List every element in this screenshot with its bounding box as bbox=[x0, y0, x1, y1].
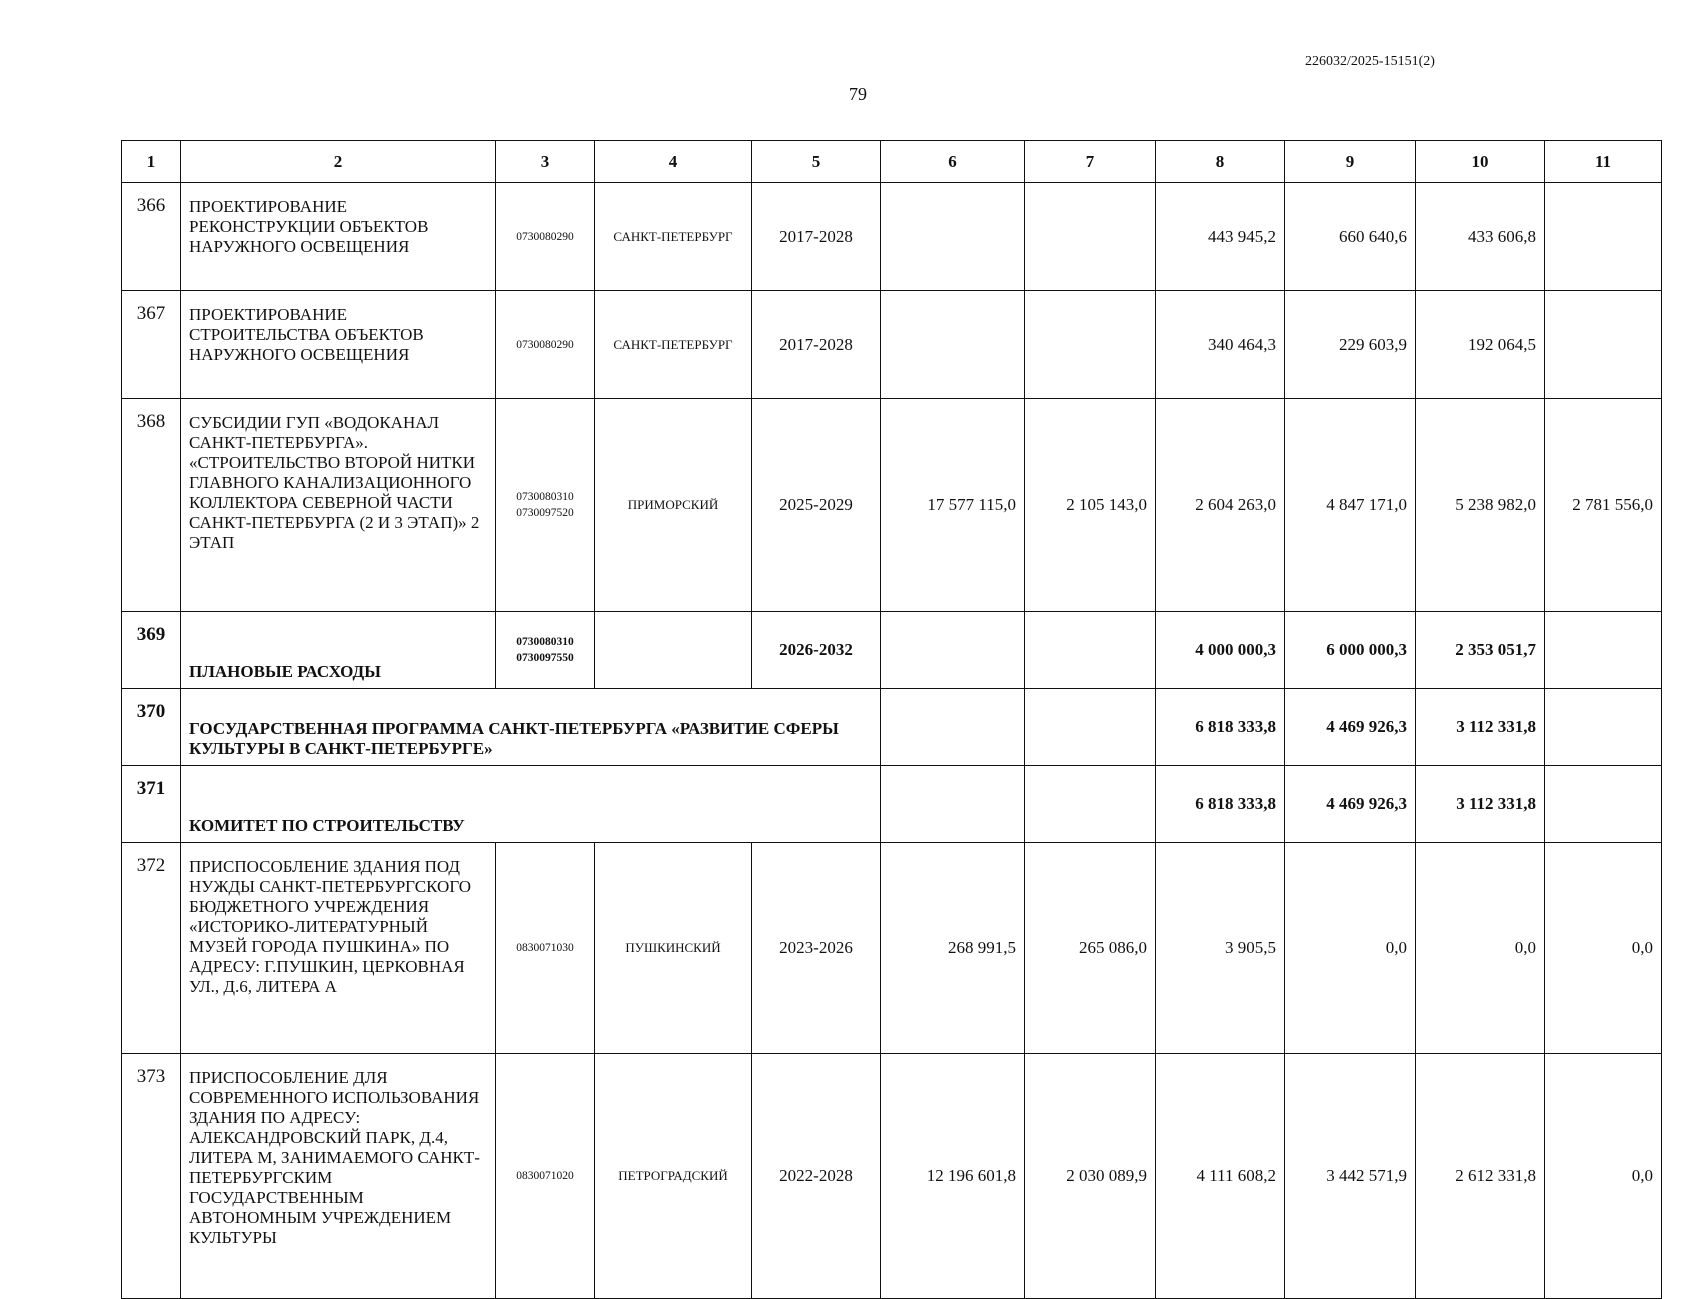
column-header: 3 bbox=[496, 141, 595, 183]
value-col-9: 229 603,9 bbox=[1285, 291, 1416, 399]
table-row bbox=[122, 1054, 1662, 1299]
value-col-11 bbox=[1545, 291, 1662, 399]
row-number: 367 bbox=[122, 291, 181, 399]
column-header: 1 bbox=[122, 141, 181, 183]
column-header: 2 bbox=[181, 141, 496, 183]
value-col-10: 3 112 331,8 bbox=[1416, 766, 1545, 843]
table-row-program bbox=[122, 689, 1662, 766]
value-col-8: 2 604 263,0 bbox=[1156, 399, 1285, 612]
budget-code: 0730080310 0730097520 bbox=[496, 399, 595, 612]
object-name: ПРОЕКТИРОВАНИЕ РЕКОНСТРУКЦИИ ОБЪЕКТОВ НАРУЖНОГО ОСВЕЩЕНИЯ bbox=[181, 183, 496, 291]
column-header: 5 bbox=[752, 141, 881, 183]
value-col-9: 660 640,6 bbox=[1285, 183, 1416, 291]
district: ПУШКИНСКИЙ bbox=[595, 843, 752, 1054]
row-number: 370 bbox=[122, 689, 181, 766]
value-col-8: 4 111 608,2 bbox=[1156, 1054, 1285, 1299]
column-header: 8 bbox=[1156, 141, 1285, 183]
row-number: 371 bbox=[122, 766, 181, 843]
value-col-6: 268 991,5 bbox=[881, 843, 1025, 1054]
value-col-7 bbox=[1025, 612, 1156, 689]
row-number: 368 bbox=[122, 399, 181, 612]
table-row bbox=[122, 399, 1662, 612]
value-col-9: 3 442 571,9 bbox=[1285, 1054, 1416, 1299]
object-name: ПЛАНОВЫЕ РАСХОДЫ bbox=[181, 612, 496, 689]
value-col-6: 17 577 115,0 bbox=[881, 399, 1025, 612]
value-col-7 bbox=[1025, 291, 1156, 399]
column-header: 7 bbox=[1025, 141, 1156, 183]
period: 2023-2026 bbox=[752, 843, 881, 1054]
value-col-9: 4 469 926,3 bbox=[1285, 689, 1416, 766]
district: ПРИМОРСКИЙ bbox=[595, 399, 752, 612]
row-number: 372 bbox=[122, 843, 181, 1054]
value-col-9: 6 000 000,3 bbox=[1285, 612, 1416, 689]
value-col-7 bbox=[1025, 183, 1156, 291]
value-col-6 bbox=[881, 689, 1025, 766]
table-row bbox=[122, 612, 1662, 689]
value-col-10: 3 112 331,8 bbox=[1416, 689, 1545, 766]
value-col-7: 265 086,0 bbox=[1025, 843, 1156, 1054]
value-col-10: 2 353 051,7 bbox=[1416, 612, 1545, 689]
object-name: ПРИСПОСОБЛЕНИЕ ДЛЯ СОВРЕМЕННОГО ИСПОЛЬЗОВАНИЯ ЗДАНИЯ ПО АДРЕСУ: АЛЕКСАНДРОВСКИЙ ПАРК, Д.4, ЛИТЕРА М, ЗАНИМАЕМОГО САНКТ-ПЕТЕРБУРГСКИМ ГОСУДАРСТВЕННЫМ АВТОНОМНЫМ УЧРЕЖДЕНИЕМ КУЛЬТУРЫ bbox=[181, 1054, 496, 1299]
period: 2026-2032 bbox=[752, 612, 881, 689]
value-col-6 bbox=[881, 766, 1025, 843]
value-col-10: 5 238 982,0 bbox=[1416, 399, 1545, 612]
program-name: ГОСУДАРСТВЕННАЯ ПРОГРАММА САНКТ-ПЕТЕРБУРГА «РАЗВИТИЕ СФЕРЫ КУЛЬТУРЫ В САНКТ-ПЕТЕРБУРГЕ» bbox=[181, 689, 881, 766]
value-col-11: 2 781 556,0 bbox=[1545, 399, 1662, 612]
object-name: ПРОЕКТИРОВАНИЕ СТРОИТЕЛЬСТВА ОБЪЕКТОВ НАРУЖНОГО ОСВЕЩЕНИЯ bbox=[181, 291, 496, 399]
value-col-10: 433 606,8 bbox=[1416, 183, 1545, 291]
value-col-6: 12 196 601,8 bbox=[881, 1054, 1025, 1299]
object-name: СУБСИДИИ ГУП «ВОДОКАНАЛ САНКТ-ПЕТЕРБУРГА». «СТРОИТЕЛЬСТВО ВТОРОЙ НИТКИ ГЛАВНОГО КАНАЛИЗАЦИОННОГО КОЛЛЕКТОРА СЕВЕРНОЙ ЧАСТИ САНКТ-ПЕТЕРБУРГА (2 И 3 ЭТАП)» 2 ЭТАП bbox=[181, 399, 496, 612]
column-header: 9 bbox=[1285, 141, 1416, 183]
value-col-8: 443 945,2 bbox=[1156, 183, 1285, 291]
table-row bbox=[122, 183, 1662, 291]
budget-code: 0830071020 bbox=[496, 1054, 595, 1299]
period: 2022-2028 bbox=[752, 1054, 881, 1299]
district bbox=[595, 612, 752, 689]
object-name: ПРИСПОСОБЛЕНИЕ ЗДАНИЯ ПОД НУЖДЫ САНКТ-ПЕТЕРБУРГСКОГО БЮДЖЕТНОГО УЧРЕЖДЕНИЯ «ИСТОРИКО-ЛИТЕРАТУРНЫЙ МУЗЕЙ ГОРОДА ПУШКИНА» ПО АДРЕСУ: Г.ПУШКИН, ЦЕРКОВНАЯ УЛ., Д.6, ЛИТЕРА А bbox=[181, 843, 496, 1054]
value-col-11 bbox=[1545, 689, 1662, 766]
row-number: 373 bbox=[122, 1054, 181, 1299]
value-col-11 bbox=[1545, 766, 1662, 843]
value-col-7: 2 030 089,9 bbox=[1025, 1054, 1156, 1299]
district: САНКТ-ПЕТЕРБУРГ bbox=[595, 291, 752, 399]
period: 2025-2029 bbox=[752, 399, 881, 612]
value-col-6 bbox=[881, 612, 1025, 689]
value-col-8: 6 818 333,8 bbox=[1156, 766, 1285, 843]
page-number: 79 bbox=[849, 84, 867, 104]
column-header: 11 bbox=[1545, 141, 1662, 183]
value-col-11 bbox=[1545, 612, 1662, 689]
table-row-committee bbox=[122, 766, 1662, 843]
column-header-row bbox=[122, 141, 1662, 183]
value-col-7 bbox=[1025, 689, 1156, 766]
value-col-6 bbox=[881, 291, 1025, 399]
budget-code: 0730080310 0730097550 bbox=[496, 612, 595, 689]
value-col-8: 6 818 333,8 bbox=[1156, 689, 1285, 766]
value-col-10: 192 064,5 bbox=[1416, 291, 1545, 399]
value-col-10: 2 612 331,8 bbox=[1416, 1054, 1545, 1299]
value-col-6 bbox=[881, 183, 1025, 291]
district: САНКТ-ПЕТЕРБУРГ bbox=[595, 183, 752, 291]
value-col-11: 0,0 bbox=[1545, 1054, 1662, 1299]
value-col-11: 0,0 bbox=[1545, 843, 1662, 1054]
value-col-8: 4 000 000,3 bbox=[1156, 612, 1285, 689]
period: 2017-2028 bbox=[752, 291, 881, 399]
row-number: 369 bbox=[122, 612, 181, 689]
committee-name: КОМИТЕТ ПО СТРОИТЕЛЬСТВУ bbox=[181, 766, 881, 843]
table-row bbox=[122, 843, 1662, 1054]
budget-code: 0730080290 bbox=[496, 183, 595, 291]
value-col-7 bbox=[1025, 766, 1156, 843]
value-col-8: 340 464,3 bbox=[1156, 291, 1285, 399]
value-col-10: 0,0 bbox=[1416, 843, 1545, 1054]
district: ПЕТРОГРАДСКИЙ bbox=[595, 1054, 752, 1299]
period: 2017-2028 bbox=[752, 183, 881, 291]
budget-code: 0730080290 bbox=[496, 291, 595, 399]
budget-code: 0830071030 bbox=[496, 843, 595, 1054]
column-header: 10 bbox=[1416, 141, 1545, 183]
value-col-11 bbox=[1545, 183, 1662, 291]
value-col-7: 2 105 143,0 bbox=[1025, 399, 1156, 612]
budget-table bbox=[121, 140, 1662, 1299]
document-number: 226032/2025-15151(2) bbox=[1305, 54, 1435, 69]
row-number: 366 bbox=[122, 183, 181, 291]
value-col-9: 4 469 926,3 bbox=[1285, 766, 1416, 843]
value-col-8: 3 905,5 bbox=[1156, 843, 1285, 1054]
table-row bbox=[122, 291, 1662, 399]
value-col-9: 0,0 bbox=[1285, 843, 1416, 1054]
value-col-9: 4 847 171,0 bbox=[1285, 399, 1416, 612]
column-header: 4 bbox=[595, 141, 752, 183]
column-header: 6 bbox=[881, 141, 1025, 183]
